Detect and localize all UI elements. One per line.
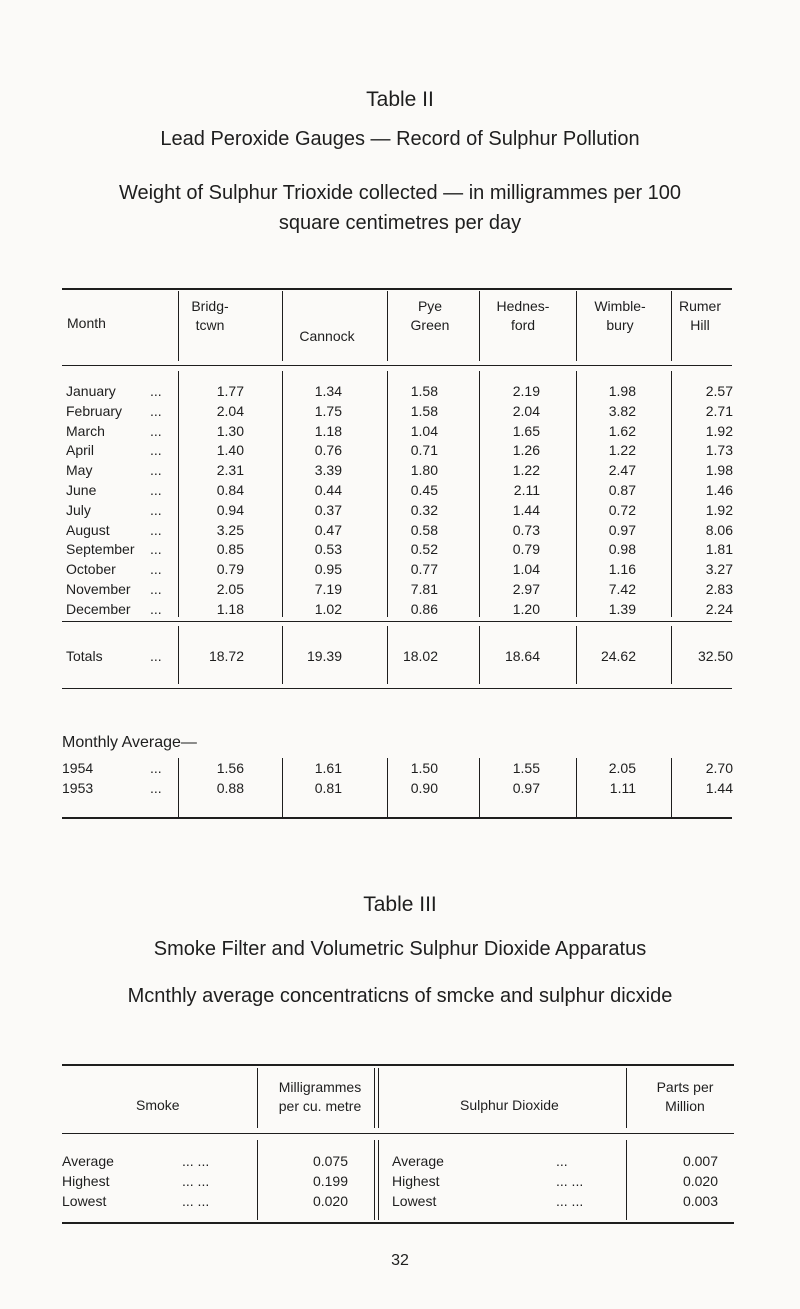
table2-value-cell: 2.04: [512, 403, 540, 419]
table2-average-divider: [282, 758, 283, 818]
table2-body-divider: [282, 371, 283, 617]
table2-value-cell: 1.16: [608, 561, 636, 577]
table2-average-value: 1.44: [705, 780, 733, 796]
table2-totals-value: 19.39: [306, 648, 342, 664]
table2-value-cell: 8.06: [705, 522, 733, 538]
table2-value-cell: 0.37: [314, 502, 342, 518]
table2-col-header: [655, 297, 745, 335]
table2-value-cell: 1.81: [705, 541, 733, 557]
table3-ppm-value: 0.003: [682, 1193, 718, 1209]
table2-month-cell: September: [66, 541, 135, 557]
table2-month-dots: ...: [150, 561, 162, 577]
table3-label: Table III: [363, 893, 437, 916]
table2-header-divider: [479, 291, 480, 361]
table2-average-value: 0.88: [216, 780, 244, 796]
table2-subtitle-line2: square centimetres per day: [278, 212, 522, 234]
table2-value-cell: 1.46: [705, 482, 733, 498]
table2-totals-divider: [178, 626, 179, 684]
table2-value-cell: 1.18: [314, 423, 342, 439]
table2-value-cell: 3.27: [705, 561, 733, 577]
table2-label: Table II: [366, 88, 434, 111]
table2-totals-value: 18.02: [402, 648, 438, 664]
table3-smoke-dots: ... ...: [182, 1173, 210, 1189]
table2-value-cell: 7.19: [314, 581, 342, 597]
table2-value-cell: 0.45: [410, 482, 438, 498]
table3-ppm-header: [640, 1078, 730, 1116]
table2-value-cell: 7.42: [608, 581, 636, 597]
table2-col-header: [282, 327, 372, 346]
table3-body-divider: [626, 1140, 627, 1220]
table2-value-cell: 1.40: [216, 442, 244, 458]
table3-smoke-label: Highest: [62, 1173, 110, 1189]
table2-body-divider: [387, 371, 388, 617]
table3-subtitle: Mcnthly average concentraticns of smcke and sulphur dicxide: [127, 985, 673, 1007]
table2-col-header-line2: tcwn: [195, 317, 225, 333]
table2-month-dots: ...: [150, 581, 162, 597]
table2-col-header: [575, 297, 665, 335]
table2-month-cell: June: [66, 482, 97, 498]
table2-value-cell: 1.18: [216, 601, 244, 617]
table2-value-cell: 2.47: [608, 462, 636, 478]
table2-value-cell: 0.32: [410, 502, 438, 518]
table3-header-rule: [62, 1133, 734, 1134]
table2-col-header-line2: Green: [410, 317, 450, 333]
table2-totals-divider: [671, 626, 672, 684]
table2-value-cell: 1.58: [410, 403, 438, 419]
table2-value-cell: 0.77: [410, 561, 438, 577]
table2-value-cell: 1.92: [705, 502, 733, 518]
table2-header-divider: [387, 291, 388, 361]
table2-value-cell: 1.20: [512, 601, 540, 617]
table2-average-year: 1954: [62, 760, 94, 776]
table2-value-cell: 2.83: [705, 581, 733, 597]
table2-value-cell: 2.71: [705, 403, 733, 419]
table3-ppm-value: 0.007: [682, 1153, 718, 1169]
table2-value-cell: 0.98: [608, 541, 636, 557]
table2-col-header-line2: bury: [606, 317, 634, 333]
table2-bottom-rule: [62, 817, 732, 819]
table2-totals-value: 18.64: [504, 648, 540, 664]
table2-value-cell: 1.58: [410, 383, 438, 399]
table2-value-cell: 0.79: [512, 541, 540, 557]
table2-value-cell: 1.75: [314, 403, 342, 419]
table2-totals-value: 24.62: [600, 648, 636, 664]
table3-smoke-dots: ... ...: [182, 1193, 210, 1209]
table3-so2-label: Highest: [392, 1173, 440, 1189]
table2-month-dots: ...: [150, 502, 162, 518]
table3-body-divider: [378, 1140, 379, 1220]
table2-average-value: 1.61: [314, 760, 342, 776]
table3-header-divider: [257, 1068, 258, 1128]
table2-value-cell: 0.52: [410, 541, 438, 557]
table2-month-dots: ...: [150, 442, 162, 458]
table3-bottom-rule: [62, 1222, 734, 1224]
table2-average-divider: [671, 758, 672, 818]
table2-value-cell: 3.39: [314, 462, 342, 478]
table2-value-cell: 2.19: [512, 383, 540, 399]
table2-average-divider: [387, 758, 388, 818]
table2-value-cell: 2.04: [216, 403, 244, 419]
table2-value-cell: 1.73: [705, 442, 733, 458]
table2-month-dots: ...: [150, 522, 162, 538]
table2-value-cell: 1.02: [314, 601, 342, 617]
table2-average-divider: [479, 758, 480, 818]
table3-ppm-header-line1: Parts per: [656, 1079, 714, 1095]
table2-value-cell: 2.05: [216, 581, 244, 597]
table2-value-cell: 7.81: [410, 581, 438, 597]
table3-header-divider: [378, 1068, 379, 1128]
table2-value-cell: 1.98: [608, 383, 636, 399]
table2-average-value: 1.50: [410, 760, 438, 776]
table2-average-year: 1953: [62, 780, 94, 796]
table2-month-cell: July: [66, 502, 91, 518]
table2-value-cell: 0.58: [410, 522, 438, 538]
table2-month-cell: May: [66, 462, 93, 478]
table2-value-cell: 0.84: [216, 482, 244, 498]
table2-value-cell: 0.53: [314, 541, 342, 557]
table2-month-dots: ...: [150, 541, 162, 557]
table2-header-divider: [671, 291, 672, 361]
table2-col-header-line1: Cannock: [299, 328, 355, 344]
table2-totals-value: 18.72: [208, 648, 244, 664]
table2-col-header-line1: Pye: [417, 298, 443, 314]
table2-average-value: 1.55: [512, 760, 540, 776]
table2-average-value: 0.97: [512, 780, 540, 796]
table2-average-dots: ...: [150, 760, 162, 776]
table2-value-cell: 0.47: [314, 522, 342, 538]
table3-smoke-dots: ... ...: [182, 1153, 210, 1169]
table3-so2-dots: ... ...: [556, 1193, 584, 1209]
table2-monthly-average-label: Monthly Average—: [62, 734, 197, 751]
table2-value-cell: 2.97: [512, 581, 540, 597]
table3-mg-value: 0.020: [312, 1193, 348, 1209]
table2-value-cell: 3.82: [608, 403, 636, 419]
table2-totals-label: Totals: [66, 648, 103, 664]
table2-value-cell: 1.65: [512, 423, 540, 439]
table2-value-cell: 1.30: [216, 423, 244, 439]
table3-so2-dots: ...: [556, 1153, 568, 1169]
table2-month-dots: ...: [150, 601, 162, 617]
table2-col-header-line1: Bridg-: [191, 298, 229, 314]
table2-month-cell: January: [66, 383, 116, 399]
table2-value-cell: 0.94: [216, 502, 244, 518]
table2-value-cell: 0.73: [512, 522, 540, 538]
table2-average-dots: ...: [150, 780, 162, 796]
table2-month-cell: August: [66, 522, 110, 538]
table2-header-divider: [576, 291, 577, 361]
table2-title: Lead Peroxide Gauges — Record of Sulphur Pollution: [160, 128, 640, 150]
table2-value-cell: 3.25: [216, 522, 244, 538]
table2-col-header-line1: Hednes-: [496, 298, 550, 314]
table2-value-cell: 1.77: [216, 383, 244, 399]
table2-month-cell: November: [66, 581, 131, 597]
table2-header-divider: [178, 291, 179, 361]
table2-value-cell: 1.04: [410, 423, 438, 439]
table3-mg-value: 0.075: [312, 1153, 348, 1169]
table3-header-divider: [626, 1068, 627, 1128]
table2-value-cell: 0.86: [410, 601, 438, 617]
table2-month-dots: ...: [150, 383, 162, 399]
table2-average-value: 1.11: [609, 780, 636, 796]
table2-value-cell: 2.24: [705, 601, 733, 617]
table3-mg-header: [255, 1078, 385, 1116]
table2-month-cell: December: [66, 601, 131, 617]
table2-month-cell: March: [66, 423, 105, 439]
table2-value-cell: 1.62: [608, 423, 636, 439]
table2-totals-bottom-rule: [62, 688, 732, 689]
table2-value-cell: 2.11: [513, 482, 540, 498]
table2-month-header: Month: [67, 315, 106, 331]
table3-header-divider: [374, 1068, 375, 1128]
table2-average-value: 2.70: [705, 760, 733, 776]
table2-col-header: [478, 297, 568, 335]
table3-so2-label: Average: [392, 1153, 444, 1169]
table2-value-cell: 1.92: [705, 423, 733, 439]
table2-average-value: 0.90: [410, 780, 438, 796]
table3-so2-label: Lowest: [392, 1193, 437, 1209]
table3-mg-header-line1: Milligrammes: [278, 1079, 362, 1095]
table2-month-dots: ...: [150, 482, 162, 498]
table2-body-divider: [178, 371, 179, 617]
table2-average-divider: [576, 758, 577, 818]
table2-col-header-line1: Rumer: [678, 298, 721, 314]
table2-value-cell: 0.72: [608, 502, 636, 518]
table3-mg-value: 0.199: [312, 1173, 348, 1189]
table2-totals-dots: ...: [150, 648, 162, 664]
table2-col-header-line2: Hill: [690, 317, 710, 333]
table2-col-header-line2: ford: [510, 317, 536, 333]
table2-value-cell: 1.98: [705, 462, 733, 478]
table2-value-cell: 1.26: [512, 442, 540, 458]
table2-top-rule: [62, 288, 732, 290]
table2-month-cell: April: [66, 442, 95, 458]
table2-body-divider: [479, 371, 480, 617]
table2-month-cell: February: [66, 403, 123, 419]
table2-subtitle-line1: Weight of Sulphur Trioxide collected — in milligrammes per 100: [118, 182, 682, 204]
table2-body-divider: [576, 371, 577, 617]
table2-month-dots: ...: [150, 423, 162, 439]
table3-so2-dots: ... ...: [556, 1173, 584, 1189]
table2-average-value: 1.56: [216, 760, 244, 776]
table2-month-cell: October: [66, 561, 116, 577]
table3-so2-header: Sulphur Dioxide: [460, 1097, 559, 1113]
table2-value-cell: 0.76: [314, 442, 342, 458]
table3-body-divider: [374, 1140, 375, 1220]
table2-value-cell: 1.22: [608, 442, 636, 458]
table3-smoke-label: Average: [62, 1153, 114, 1169]
table2-header-rule: [62, 365, 732, 366]
table2-value-cell: 1.44: [512, 502, 540, 518]
table3-top-rule: [62, 1064, 734, 1066]
table2-value-cell: 1.04: [512, 561, 540, 577]
table2-month-dots: ...: [150, 462, 162, 478]
table2-totals-top-rule: [62, 621, 732, 622]
table3-mg-header-line2: per cu. metre: [278, 1098, 362, 1114]
table2-totals-value: 32.50: [697, 648, 733, 664]
table3-smoke-label: Lowest: [62, 1193, 107, 1209]
table3-title: Smoke Filter and Volumetric Sulphur Dioxide Apparatus: [153, 938, 647, 960]
table2-value-cell: 1.80: [410, 462, 438, 478]
table3-ppm-header-line2: Million: [665, 1098, 705, 1114]
table2-value-cell: 1.22: [512, 462, 540, 478]
table2-body-divider: [671, 371, 672, 617]
table2-header-divider: [282, 291, 283, 361]
table2-value-cell: 2.57: [705, 383, 733, 399]
table3-body-divider: [257, 1140, 258, 1220]
table2-value-cell: 0.71: [410, 442, 438, 458]
table2-value-cell: 0.97: [608, 522, 636, 538]
table3-ppm-value: 0.020: [682, 1173, 718, 1189]
table2-value-cell: 0.95: [314, 561, 342, 577]
table2-value-cell: 0.44: [314, 482, 342, 498]
table2-average-divider: [178, 758, 179, 818]
table2-month-dots: ...: [150, 403, 162, 419]
table2-value-cell: 2.31: [216, 462, 244, 478]
table2-value-cell: 0.87: [608, 482, 636, 498]
table2-col-header-line1: Wimble-: [594, 298, 646, 314]
table3-smoke-header: Smoke: [136, 1097, 180, 1113]
table2-value-cell: 0.85: [216, 541, 244, 557]
table2-value-cell: 1.39: [608, 601, 636, 617]
table2-value-cell: 1.34: [314, 383, 342, 399]
table2-col-header: [385, 297, 475, 335]
table2-average-value: 2.05: [608, 760, 636, 776]
page-number: 32: [391, 1252, 409, 1269]
table2-average-value: 0.81: [314, 780, 342, 796]
table2-value-cell: 0.79: [216, 561, 244, 577]
